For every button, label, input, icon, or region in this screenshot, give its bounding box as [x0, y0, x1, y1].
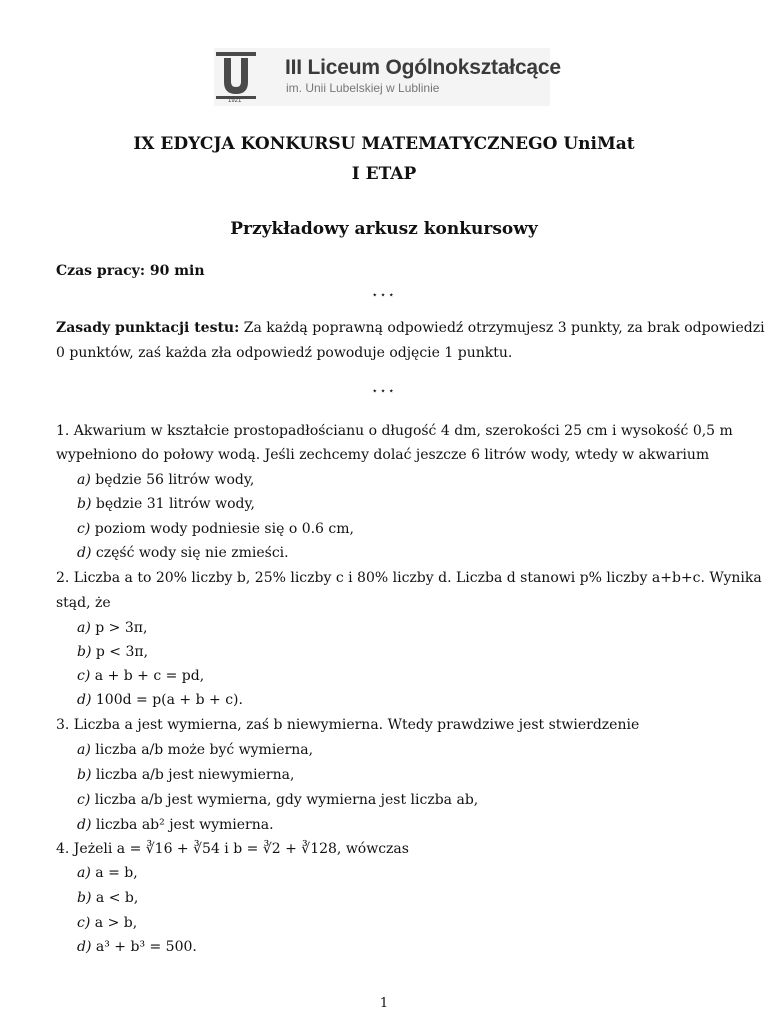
option-letter: a)	[77, 742, 91, 758]
question-2-line-1: 2. Liczba a to 20% liczby b, 25% liczby c i 80% liczby d. Liczba d stanowi p% liczby a+b+c. Wynika	[56, 570, 762, 586]
option-text: 100d = p(a + b + c).	[95, 692, 243, 708]
rules-text-1: Za każdą poprawną odpowiedź otrzymujesz 3 punkty, za brak odpowiedzi	[243, 320, 765, 336]
option-text: liczba ab² jest wymierna.	[95, 817, 274, 833]
question-2-option-d	[77, 691, 243, 709]
option-letter: c)	[77, 521, 91, 537]
contest-stage: I ETAP	[351, 164, 417, 184]
option-text: p > 3π,	[95, 620, 148, 636]
time-value: 90 min	[149, 263, 205, 279]
question-3-option-b	[77, 766, 294, 784]
rules-label: Zasady punktacji testu:	[56, 320, 240, 336]
rules-line-1	[56, 319, 765, 337]
question-2-line-2: stąd, że	[56, 595, 111, 611]
option-letter: d)	[77, 692, 92, 708]
contest-title: IX EDYCJA KONKURSU MATEMATYCZNEGO UniMat	[133, 134, 635, 154]
option-letter: d)	[77, 939, 92, 955]
option-letter: c)	[77, 668, 91, 684]
school-name: III Liceum Ogólnokształcące	[285, 56, 561, 79]
sheet-subtitle: Przykładowy arkusz konkursowy	[230, 219, 538, 239]
option-text: będzie 56 litrów wody,	[95, 472, 255, 488]
question-3-option-a	[77, 741, 313, 759]
option-letter: c)	[77, 915, 91, 931]
option-text: a = b,	[95, 865, 138, 881]
question-3-line-1: 3. Liczba a jest wymierna, zaś b niewymierna. Wtedy prawdziwe jest stwierdzenie	[56, 717, 640, 733]
option-text: liczba a/b jest niewymierna,	[95, 767, 295, 783]
option-letter: a)	[77, 865, 91, 881]
option-letter: a)	[77, 620, 91, 636]
option-letter: d)	[77, 545, 92, 561]
page-number: 1	[379, 996, 389, 1011]
option-text: część wody się nie zmieści.	[95, 545, 289, 561]
school-subtitle: im. Unii Lubelskiej w Lublinie	[286, 81, 440, 95]
question-4-option-d	[77, 938, 197, 956]
option-letter: b)	[77, 644, 92, 660]
option-text: będzie 31 litrów wody,	[95, 496, 255, 512]
question-1-option-c	[77, 520, 354, 538]
question-1-option-a	[77, 471, 254, 489]
option-letter: b)	[77, 767, 92, 783]
question-3-option-c	[77, 791, 478, 809]
option-text: a + b + c = pd,	[94, 668, 205, 684]
time-label: Czas pracy:	[56, 263, 145, 279]
question-4-option-b	[77, 889, 138, 907]
option-text: a³ + b³ = 500.	[95, 939, 197, 955]
separator-stars: ⋆⋆⋆	[371, 290, 397, 301]
question-4-option-c	[77, 914, 137, 932]
option-letter: d)	[77, 817, 92, 833]
question-2-option-a	[77, 619, 147, 637]
logo-year: 1921	[228, 98, 242, 104]
option-text: a < b,	[95, 890, 139, 906]
question-2-option-c	[77, 667, 204, 685]
question-1-option-d	[77, 544, 289, 562]
question-2-option-b	[77, 643, 148, 661]
option-text: a > b,	[94, 915, 138, 931]
question-4-line-1: 4. Jeżeli a = ∛16 + ∛54 i b = ∛2 + ∛128, wówczas	[56, 841, 409, 857]
option-letter: a)	[77, 472, 91, 488]
question-1-option-b	[77, 495, 255, 513]
option-text: liczba a/b może być wymierna,	[95, 742, 314, 758]
question-1-line-2: wypełniono do połowy wodą. Jeśli zechcemy dolać jeszcze 6 litrów wody, wtedy w akwarium	[56, 447, 710, 463]
option-letter: b)	[77, 496, 92, 512]
rules-line-2: 0 punktów, zaś każda zła odpowiedź powoduje odjęcie 1 punktu.	[56, 345, 513, 361]
time-limit	[56, 262, 205, 280]
separator-stars-2: ⋆⋆⋆	[371, 386, 397, 397]
question-3-option-d	[77, 816, 274, 834]
question-1-line-1: 1. Akwarium w kształcie prostopadłościanu o długość 4 dm, szerokości 25 cm i wysokość 0,5 m	[56, 423, 733, 439]
option-text: p < 3π,	[95, 644, 149, 660]
school-logo	[214, 48, 561, 106]
option-letter: b)	[77, 890, 92, 906]
option-letter: c)	[77, 792, 91, 808]
option-text: liczba a/b jest wymierna, gdy wymierna jest liczba ab,	[94, 792, 479, 808]
option-text: poziom wody podniesie się o 0.6 cm,	[94, 521, 354, 537]
question-4-option-a	[77, 864, 138, 882]
